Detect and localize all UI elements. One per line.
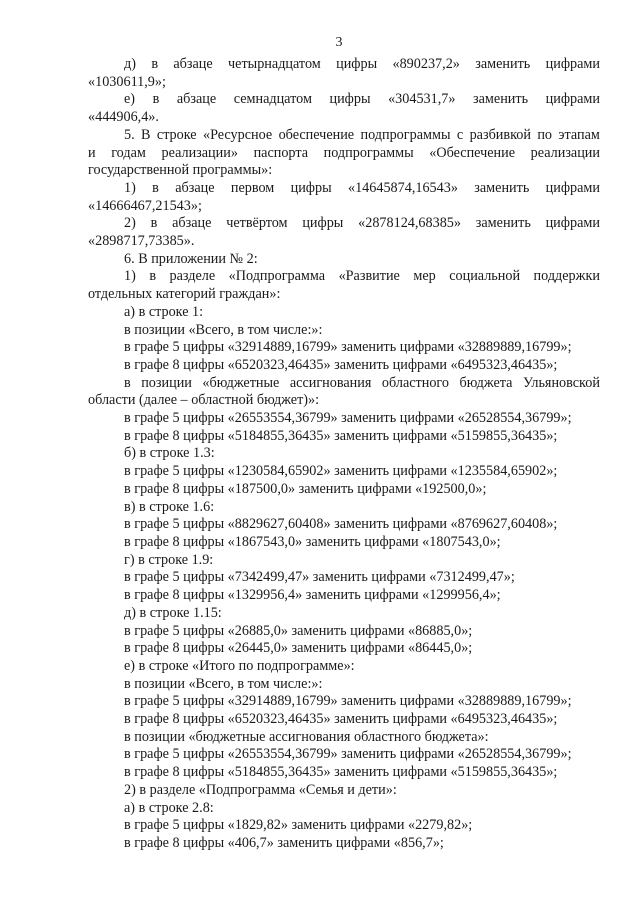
word: этапам [558, 126, 600, 143]
text-line: г) в строке 1.9: [124, 551, 214, 568]
word: поддержки [533, 268, 600, 285]
word: «Подпрограмма [228, 268, 326, 285]
word: цифры [329, 91, 371, 108]
document-body [88, 56, 600, 853]
word: заменить [473, 91, 529, 108]
text-line [88, 375, 600, 393]
word: заменить [475, 215, 531, 232]
text-line: в графе 5 цифры «1829,82» заменить цифрами «2279,82»; [124, 817, 473, 834]
word: абзаце [173, 56, 213, 72]
text-line: в графе 8 цифры «5184855,36435» заменить цифрами «5159855,36435»; [124, 764, 558, 781]
word: заменить [475, 56, 531, 72]
text-line: в графе 8 цифры «1867543,0» заменить цифрами «1807543,0»; [124, 533, 501, 550]
word: в [124, 374, 131, 391]
word: в [151, 56, 159, 72]
text-line [88, 268, 600, 286]
word: с [456, 126, 464, 143]
word: «Ресурсное [202, 126, 273, 143]
word: областного [381, 374, 449, 391]
word: 1) [124, 268, 136, 285]
text-line: 2) в разделе «Подпрограмма «Семья и дети»: [124, 781, 397, 798]
text-line: в графе 5 цифры «26553554,36799» заменить цифрами «26528554,36799»; [124, 410, 572, 427]
text-line [88, 56, 600, 74]
text-line: государственной программы»: [88, 162, 273, 179]
text-line: в позиции «Всего, в том числе:»: [124, 321, 323, 338]
text-line: в графе 5 цифры «32914889,16799» заменить цифрами «32889889,16799»; [124, 693, 572, 710]
word: обеспечение [278, 126, 355, 143]
text-line [88, 127, 600, 145]
word: «304531,7» [388, 91, 456, 108]
word: мер [413, 268, 436, 285]
word: цифры [302, 215, 344, 232]
word: е) [124, 91, 136, 108]
text-line: в) в строке 1.6: [124, 498, 215, 515]
text-line: «14666467,21543»; [88, 197, 202, 214]
word: разделе [169, 268, 216, 285]
text-line: д) в строке 1.15: [124, 604, 222, 621]
word: цифрами [545, 215, 600, 232]
word: цифрами [545, 179, 600, 196]
text-line: 6. В приложении № 2: [124, 250, 258, 267]
word: позиции [141, 374, 192, 391]
word: 2) [124, 215, 136, 232]
word: «бюджетные [202, 374, 280, 391]
word: «Обеспечение [429, 144, 516, 161]
word: четвёртом [226, 215, 288, 232]
word: «14645874,16543» [347, 179, 458, 196]
word: реализации» [161, 144, 238, 161]
word: «Развитие [338, 268, 400, 285]
text-line: «444906,4». [88, 109, 159, 126]
text-line: в графе 5 цифры «7342499,47» заменить цифрами «7312499,47»; [124, 569, 515, 586]
word: реализации [530, 144, 600, 161]
word: цифрами [545, 91, 600, 108]
text-line: в графе 5 цифры «8829627,60408» заменить цифрами «8769627,60408»; [124, 516, 558, 533]
page-number: 3 [335, 35, 343, 50]
text-line: а) в строке 1: [124, 303, 204, 320]
word: заменить [474, 179, 530, 196]
word: паспорта [253, 144, 309, 161]
text-line: е) в строке «Итого по подпрограмме»: [124, 657, 355, 674]
text-line: б) в строке 1.3: [124, 445, 215, 462]
text-line: в позиции «Всего, в том числе:»: [124, 675, 323, 692]
text-line [88, 91, 600, 109]
word: цифры [336, 56, 378, 72]
text-line [88, 180, 600, 198]
text-line: в графе 5 цифры «32914889,16799» заменить цифрами «32889889,16799»; [124, 339, 572, 356]
text-line: «1030611,9»; [88, 73, 166, 90]
text-line: в графе 5 цифры «1230584,65902» заменить цифрами «1235584,65902»; [124, 463, 558, 480]
word: «890237,2» [392, 56, 460, 72]
text-line: в графе 8 цифры «6520323,46435» заменить цифрами «6495323,46435»; [124, 356, 558, 373]
word: абзаце [172, 215, 212, 232]
word: цифрами [545, 56, 600, 72]
text-line: в позиции «бюджетные ассигнования областного бюджета»: [124, 728, 489, 745]
text-line: в графе 8 цифры «26445,0» заменить цифрами «86445,0»; [124, 640, 473, 657]
text-line: «2898717,73385». [88, 233, 195, 250]
word: «2878124,68385» [358, 215, 461, 232]
text-line: в графе 8 цифры «6520323,46435» заменить цифрами «6495323,46435»; [124, 711, 558, 728]
word: первом [230, 179, 275, 196]
word: и [88, 144, 96, 161]
word: цифры [290, 179, 332, 196]
word: семнадцатом [233, 91, 312, 108]
word: д) [124, 56, 136, 72]
word: 5. [124, 126, 135, 143]
word: в [150, 215, 158, 232]
text-line [88, 145, 600, 163]
word: ассигнования [289, 374, 372, 391]
text-line: в графе 8 цифры «1329956,4» заменить цифрами «1299956,4»; [124, 587, 501, 604]
word: годам [111, 144, 146, 161]
text-line: в графе 5 цифры «26885,0» заменить цифрами «86885,0»; [124, 622, 473, 639]
text-line: а) в строке 2.8: [124, 799, 214, 816]
word: абзаце [176, 91, 217, 108]
text-line: в графе 5 цифры «26553554,36799» заменить цифрами «26528554,36799»; [124, 746, 572, 763]
word: абзаце [175, 179, 215, 196]
word: четырнадцатом [228, 56, 321, 72]
word: подпрограммы [323, 144, 414, 161]
text-line: в графе 8 цифры «187500,0» заменить цифрами «192500,0»; [124, 480, 487, 497]
text-line [88, 215, 600, 233]
word: бюджета [459, 374, 513, 391]
word: в [149, 268, 157, 285]
word: 1) [124, 179, 136, 196]
word: социальной [449, 268, 521, 285]
word: разбивкой [469, 126, 531, 143]
word: В [141, 126, 151, 143]
text-line: в графе 8 цифры «406,7» заменить цифрами «856,7»; [124, 834, 444, 851]
text-line: отдельных категорий граждан»: [88, 286, 281, 303]
word: по [537, 126, 553, 143]
word: в [152, 91, 160, 108]
word: Ульяновской [522, 374, 600, 391]
text-line: области (далее – областной бюджет)»: [88, 392, 320, 409]
word: в [152, 179, 159, 196]
word: подпрограммы [360, 126, 451, 143]
text-line: в графе 8 цифры «5184855,36435» заменить цифрами «5159855,36435»; [124, 427, 558, 444]
word: строке [156, 126, 197, 143]
